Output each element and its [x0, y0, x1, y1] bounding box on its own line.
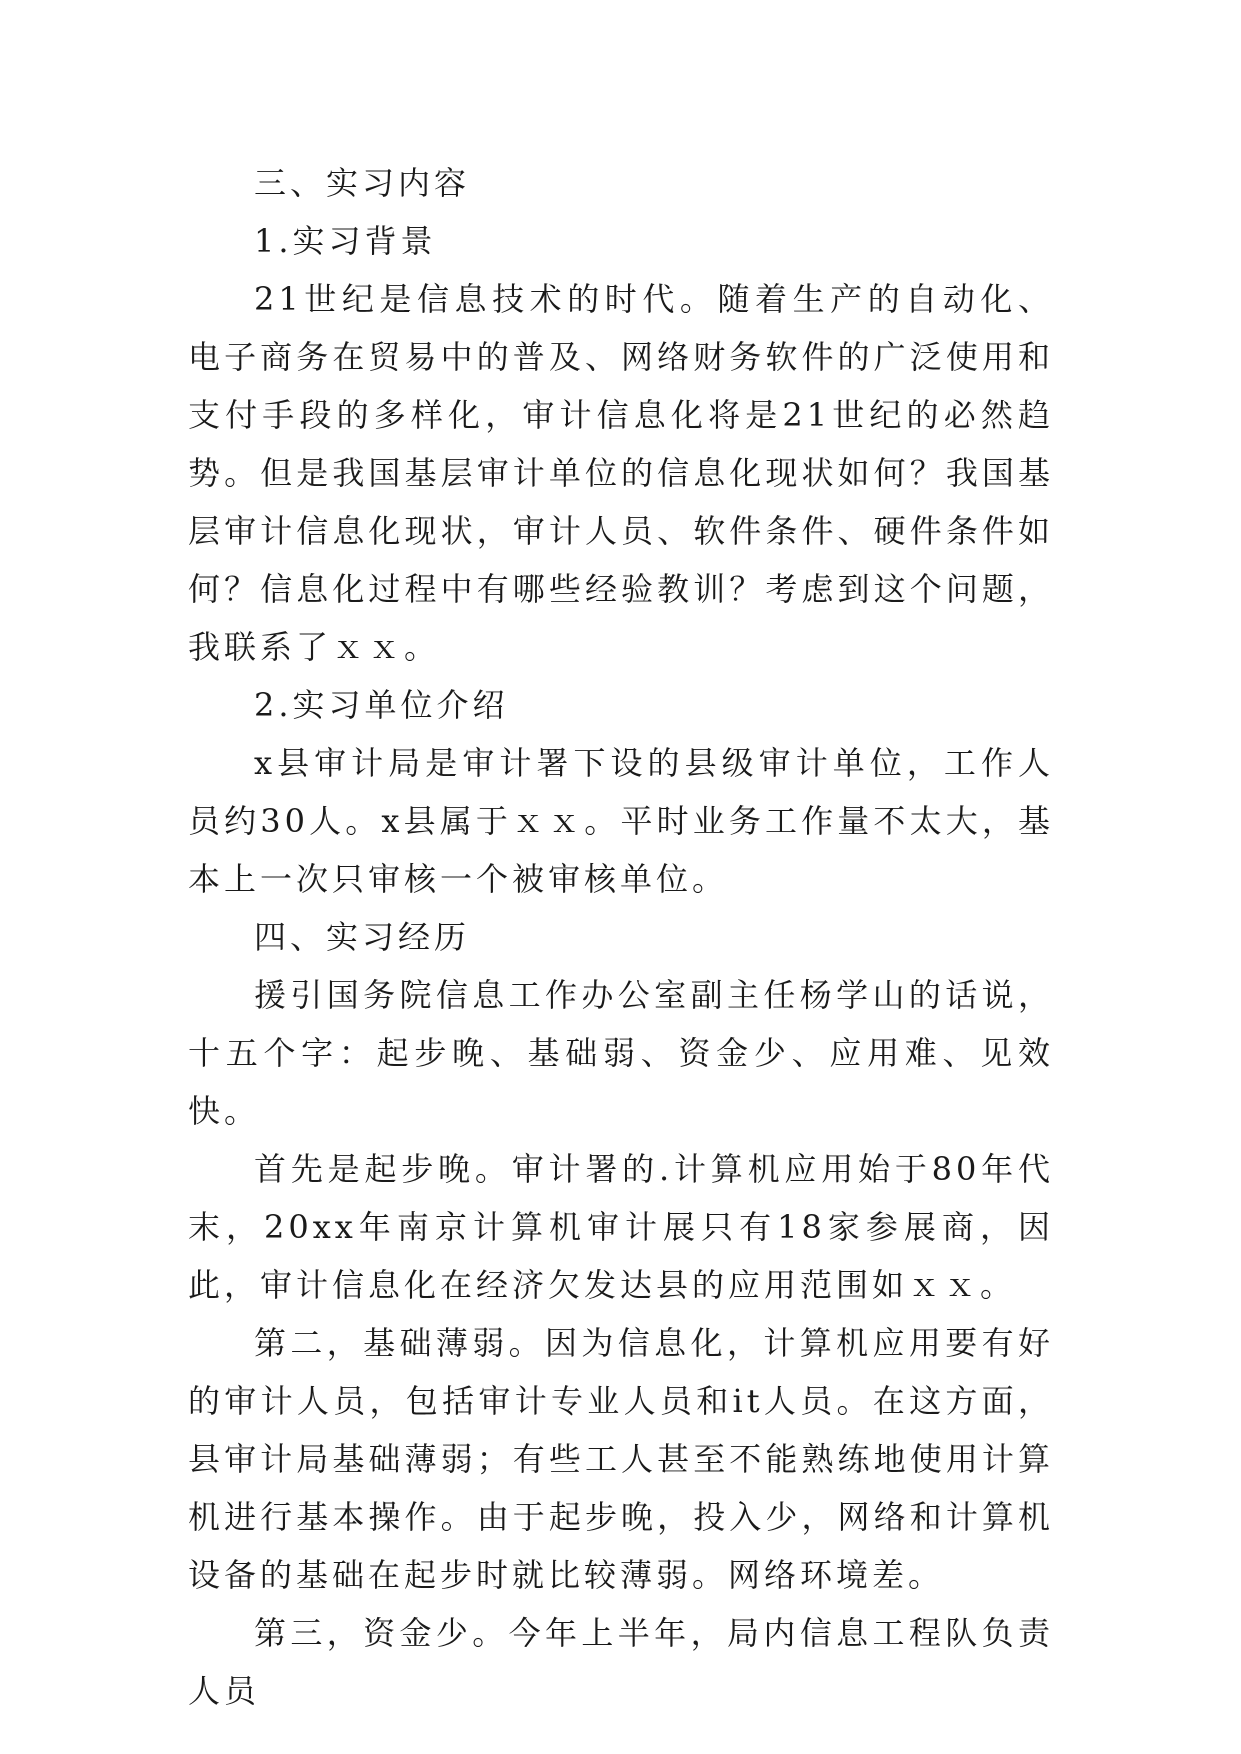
paragraph-low-funding: 第三，资金少。今年上半年，局内信息工程队负责人员 — [188, 1614, 1054, 1710]
subheading-internship-background: 1.实习背景 — [254, 222, 437, 260]
paragraph-unit-intro: x县审计局是审计署下设的县级审计单位，工作人员约30人。x县属于ｘｘ。平时业务工作量不太大，基本上一次只审核一个被审核单位。 — [188, 744, 1054, 898]
document-body — [188, 154, 1054, 1720]
paragraph-background: 21世纪是信息技术的时代。随着生产的自动化、电子商务在贸易中的普及、网络财务软件的广泛使用和支付手段的多样化，审计信息化将是21世纪的必然趋势。但是我国基层审计单位的信息化现状如何？我国基层审计信息化现状，审计人员、软件条件、硬件条件如何？信息化过程中有哪些经验教训？考虑到这个问题，我联系了ｘｘ。 — [188, 280, 1054, 666]
paragraph-quote: 援引国务院信息工作办公室副主任杨学山的话说，十五个字：起步晚、基础弱、资金少、应用难、见效快。 — [188, 976, 1054, 1130]
section-heading-internship-experience: 四、实习经历 — [254, 918, 471, 956]
subheading-internship-unit: 2.实习单位介绍 — [254, 686, 509, 724]
paragraph-late-start: 首先是起步晚。审计署的.计算机应用始于80年代末，20xx年南京计算机审计展只有18家参展商，因此，审计信息化在经济欠发达县的应用范围如ｘｘ。 — [188, 1150, 1054, 1304]
paragraph-weak-foundation: 第二，基础薄弱。因为信息化，计算机应用要有好的审计人员，包括审计专业人员和it人员。在这方面，县审计局基础薄弱；有些工人甚至不能熟练地使用计算机进行基本操作。由于起步晚，投入少，网络和计算机设备的基础在起步时就比较薄弱。网络环境差。 — [188, 1324, 1054, 1594]
section-heading-internship-content: 三、实习内容 — [254, 164, 471, 202]
